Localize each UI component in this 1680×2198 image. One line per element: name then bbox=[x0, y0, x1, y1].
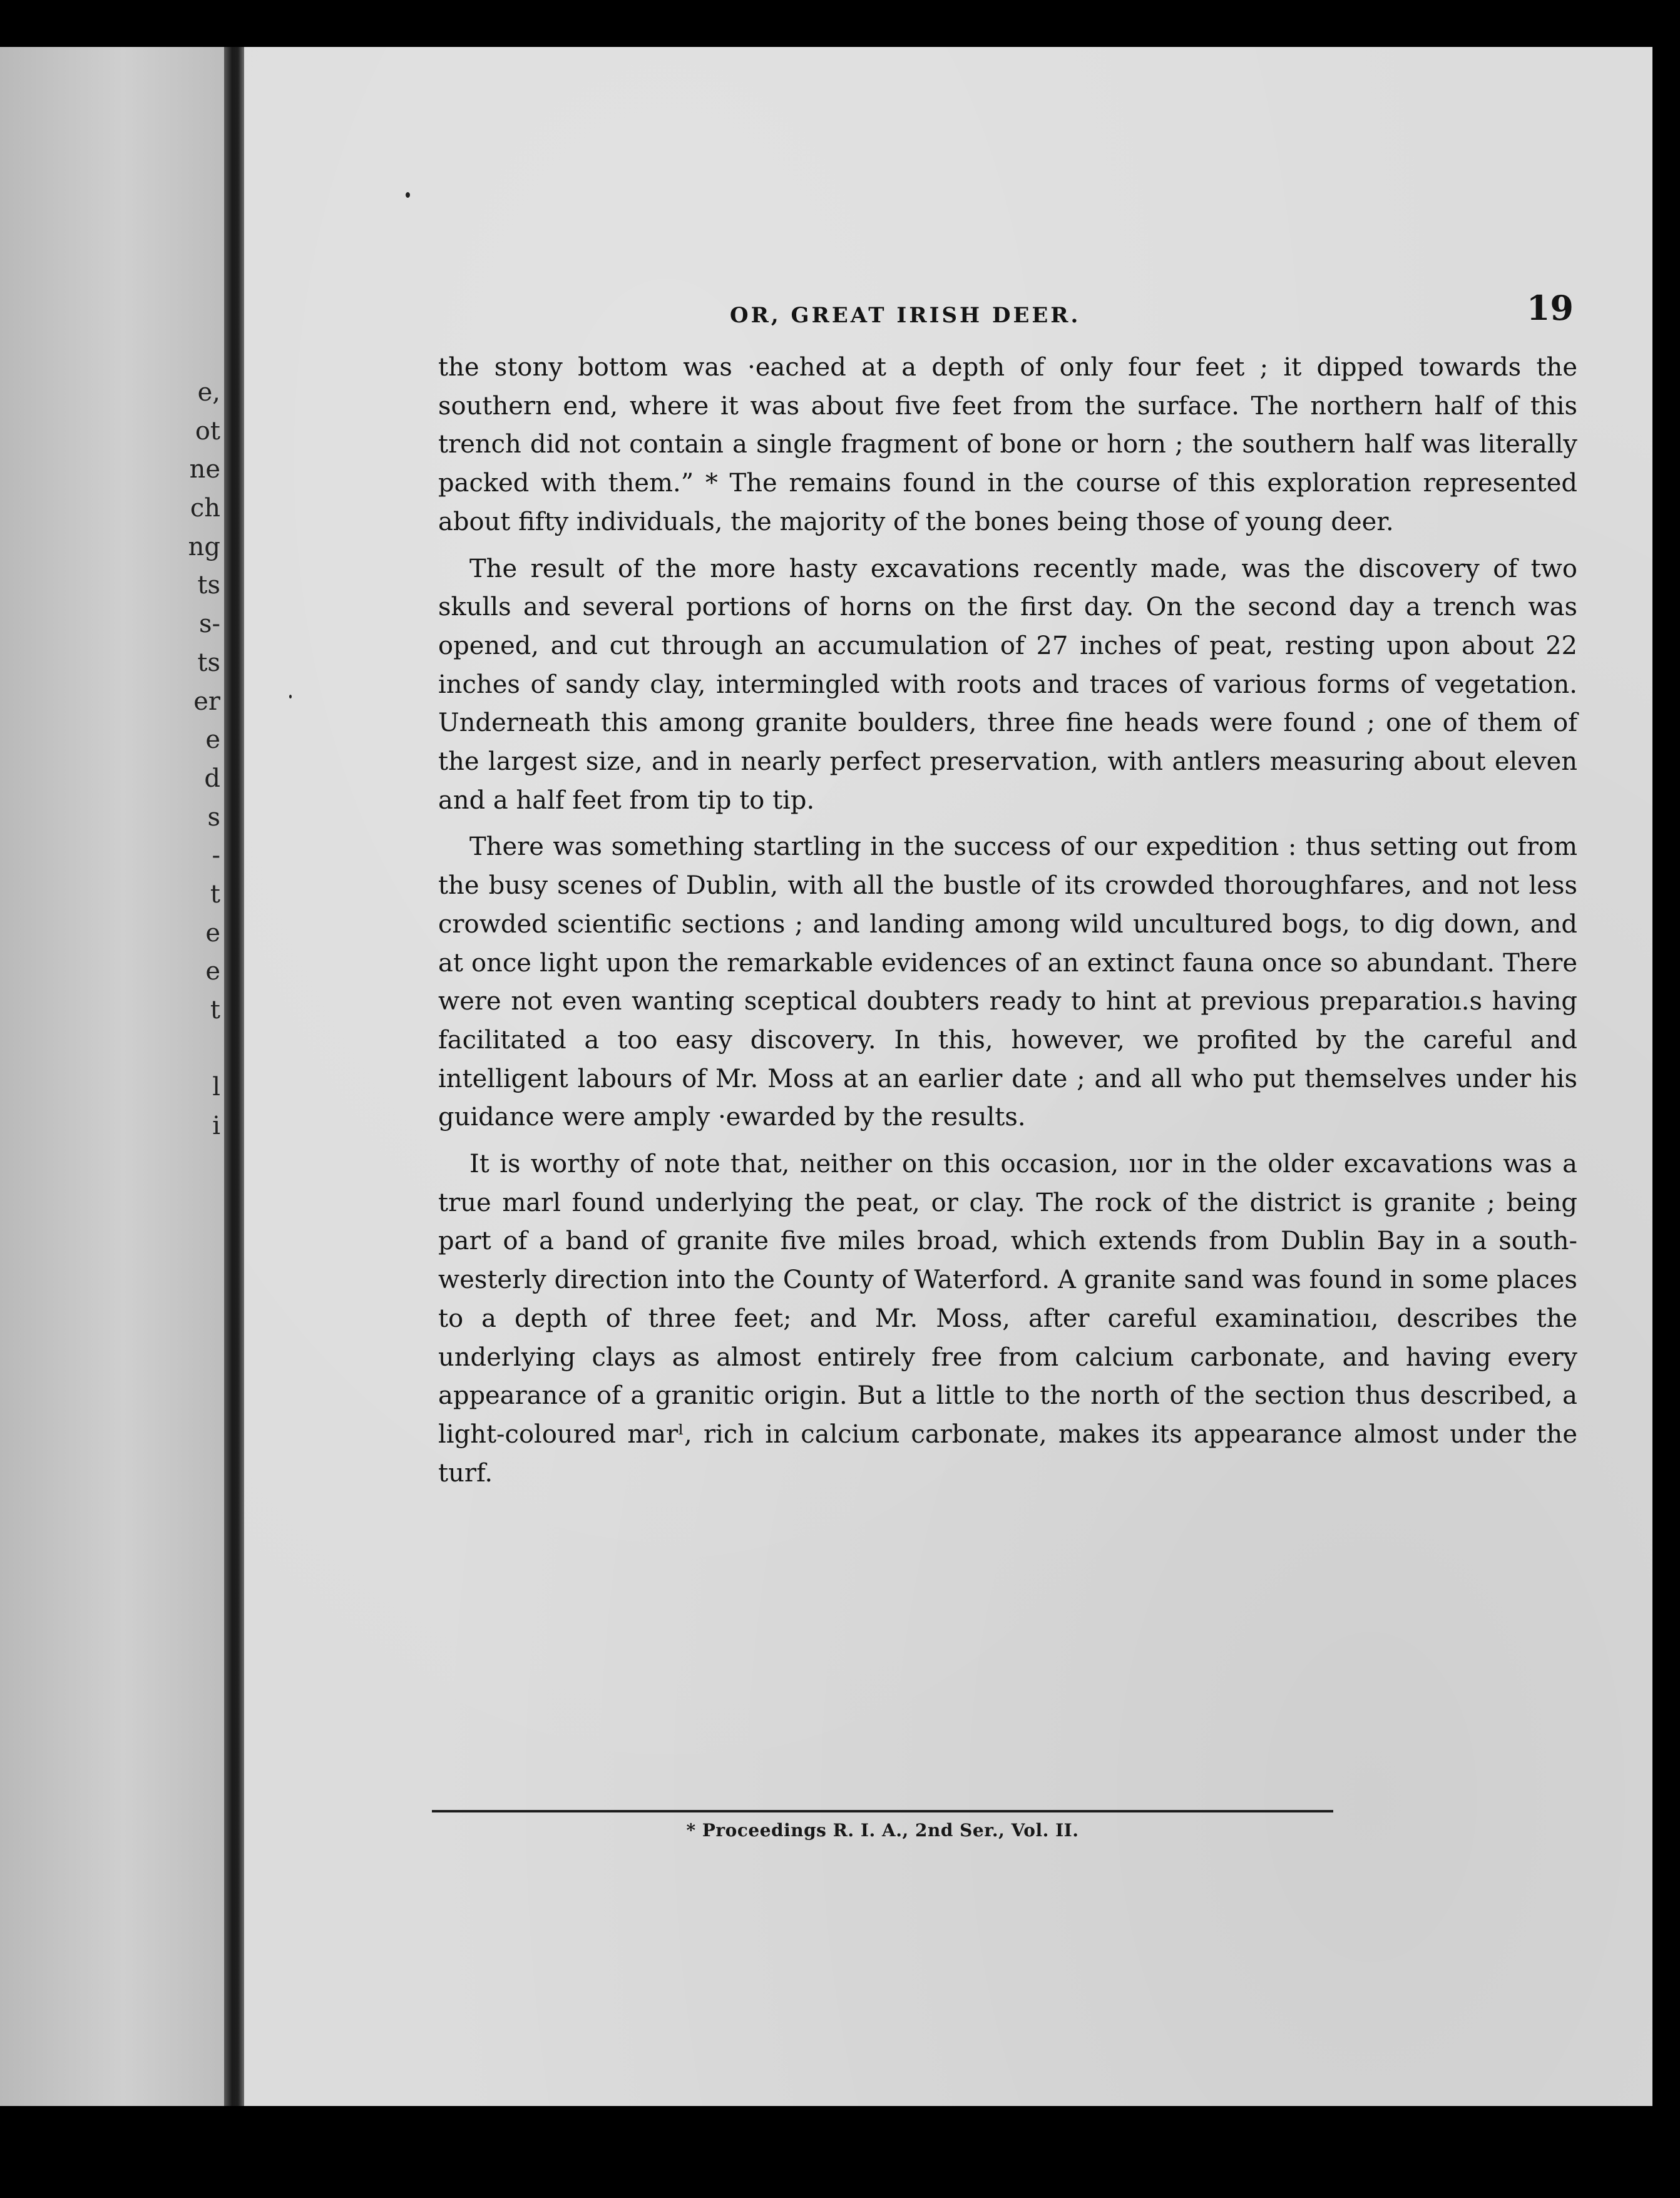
fragment-line bbox=[183, 1030, 220, 1069]
running-head-title: OR, GREAT IRISH DEER. bbox=[730, 303, 1081, 328]
scan-speck bbox=[289, 695, 292, 698]
fragment-line: e bbox=[205, 918, 220, 948]
fragment-line: l bbox=[212, 1073, 220, 1102]
fragment-line: ot bbox=[195, 416, 220, 446]
fragment-line: s- bbox=[198, 610, 220, 639]
fragment-line: ts bbox=[197, 571, 220, 600]
paragraph: the stony bottom was ·eached at a depth of only four feet ; it dipped towards the southern end, where it was about five feet from the surface. The northern half of this trench did not contain a single fragment of bone or horn ; the southern half was literally packed with them.” * The remains found in the course of this exploration represented about fifty individuals, the majority of the bones being those of young deer. bbox=[438, 353, 1577, 536]
paragraph: It is worthy of note that, neither on this occasion, ııor in the older excavations was a true marl found underlying the peat, or clay. The rock of the district is granite ; being part of a band of granite five miles broad, which extends from Dublin Bay in a south-westerly direction into the County of Waterford. A granite sand was found in some places to a depth of three feet; and Mr. Moss, after careful examinatioıı, describes the underlying clays as almost entirely free from calcium carbonate, and having every appearance of a granitic origin. But a little to the north of the section thus described, a light-coloured marˡ, rich in calcium carbonate, makes its appearance almost under the turf. bbox=[438, 1150, 1577, 1488]
previous-page-edge bbox=[0, 47, 224, 2106]
paragraph: The result of the more hasty excavations recently made, was the discovery of two skulls and several portions of horns on the first day. On the second day a trench was opened, and cut through an accumulation of 27 inches of peat, resting upon about 22 inches of sandy clay, intermingled with roots and traces of various forms of vegetation. Underneath this among granite boulders, three fine heads were found ; one of them of the largest size, and in nearly perfect preservation, with antlers measuring about eleven and a half feet from tip to tip. bbox=[438, 554, 1577, 815]
fragment-line: t bbox=[210, 996, 220, 1025]
book-page bbox=[244, 47, 1652, 2106]
page-number: 19 bbox=[1526, 288, 1574, 328]
fragment-line: e bbox=[205, 725, 220, 755]
fragment-line: ng bbox=[188, 532, 220, 561]
fragment-line: ne bbox=[189, 455, 220, 484]
footnote: * Proceedings R. I. A., 2nd Ser., Vol. II. bbox=[686, 1820, 1079, 1841]
book-gutter bbox=[224, 47, 244, 2106]
fragment-line: t bbox=[210, 879, 220, 909]
footnote-rule bbox=[432, 1810, 1333, 1812]
previous-page-text-fragments bbox=[183, 47, 220, 1146]
fragment-line: ts bbox=[197, 648, 220, 677]
body-text bbox=[438, 349, 1577, 1501]
fragment-line: - bbox=[212, 841, 220, 871]
fragment-line: s bbox=[207, 802, 220, 832]
fragment-line: er bbox=[193, 687, 220, 716]
fragment-line: e, bbox=[197, 378, 220, 407]
fragment-line: ch bbox=[190, 494, 220, 523]
fragment-line: e bbox=[205, 957, 220, 986]
running-head bbox=[438, 288, 1590, 338]
scan-speck bbox=[406, 192, 410, 198]
fragment-line: d bbox=[204, 764, 220, 793]
fragment-line: i bbox=[212, 1112, 220, 1141]
paragraph: There was something startling in the success of our expedition : thus setting out from the busy scenes of Dublin, with all the bustle of its crowded thoroughfares, and not less crowded scientific sections ; and landing among wild uncultured bogs, to dig down, and at once light upon the remarkable evidences of an extinct fauna once so abundant. There were not even wanting sceptical doubters ready to hint at previous preparatioı.s having facilitated a too easy discovery. In this, however, we profited by the careful and intelligent labours of Mr. Moss at an earlier date ; and all who put themselves under his guidance were amply ·ewarded by the results. bbox=[438, 832, 1577, 1132]
